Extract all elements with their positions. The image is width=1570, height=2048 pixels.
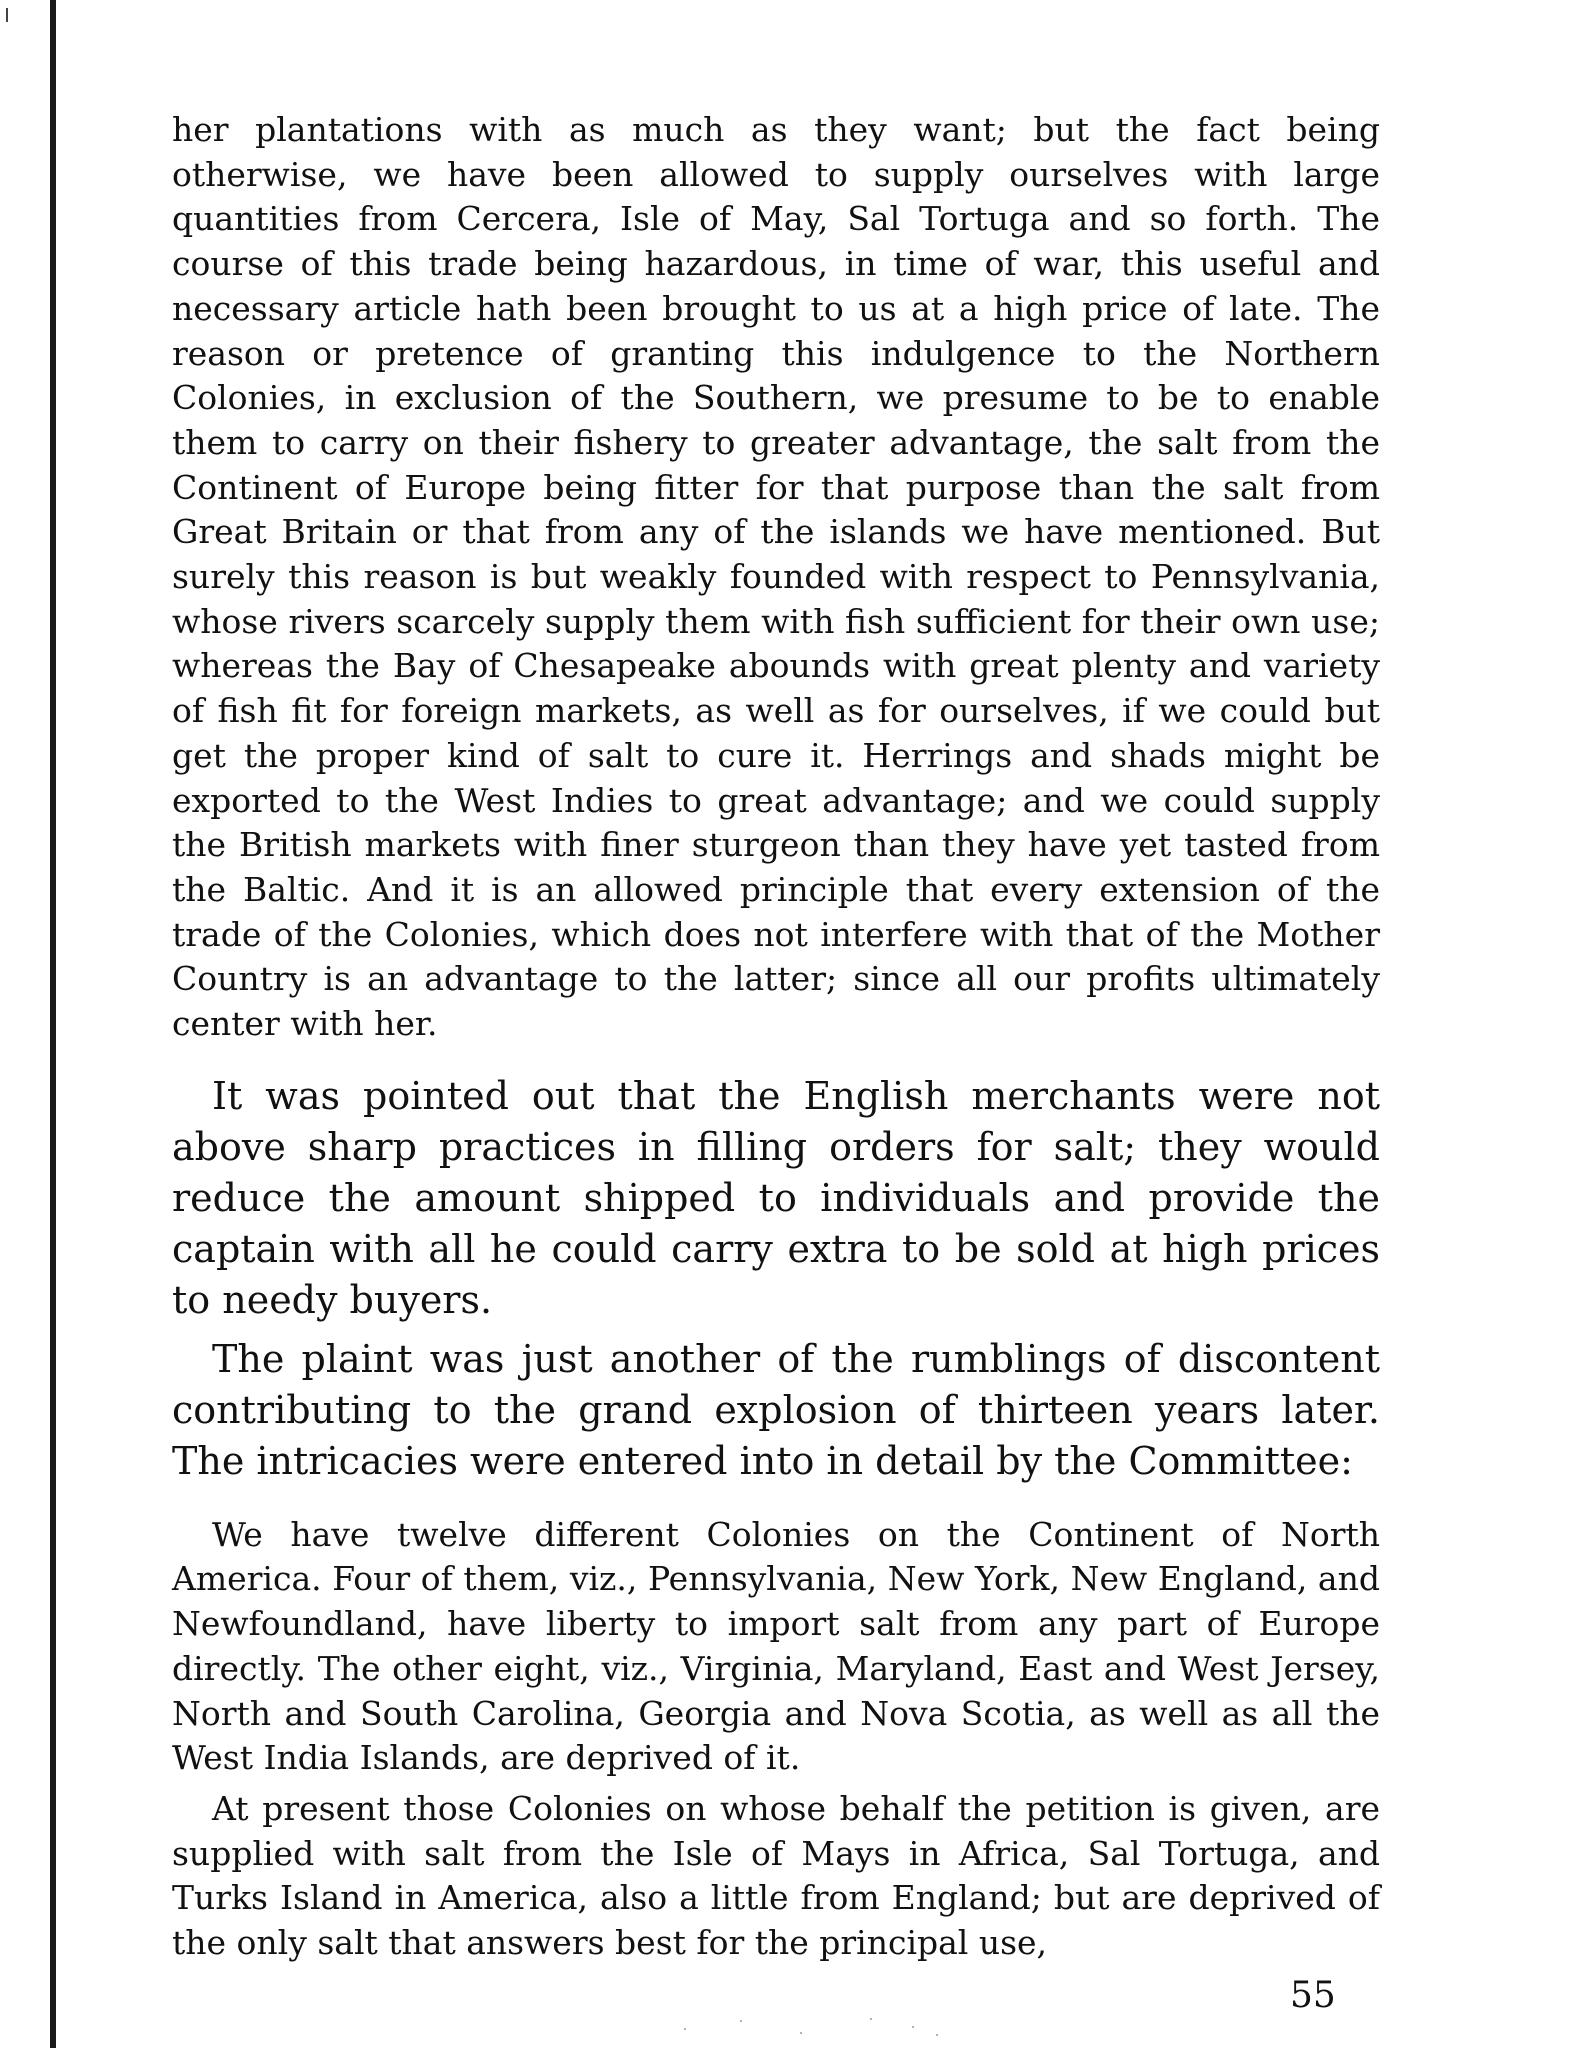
body-paragraph-2: The plaint was just another of the rumblings of discontent contributing to the grand explosion of thirteen years later. The intricacies were entered into in detail by the Committee: [172,1336,1380,1483]
scan-specks [680,2010,980,2040]
body-paragraph-1: It was pointed out that the English merchants were not above sharp practices in filling orders for salt; they would reduce the amount shipped to individuals and provide the captain with all he could carry extra to be sold at high prices to needy buyers. [172,1073,1380,1322]
page-number: 55 [1290,1975,1336,2016]
scan-mark [6,8,8,22]
extract-paragraph-3: At present those Colonies on whose behalf the petition is given, are supplied with salt from the Isle of Mays in Africa, Sal Tortuga, and Turks Island in America, also a little from England; but are deprived of the only salt that answers best for the principal use, [172,1788,1380,1963]
page-body [172,108,1380,1966]
extract-paragraph-2: We have twelve different Colonies on the Continent of North America. Four of them, viz., Pennsylvania, New York, New England, and Newfoundland, have liberty to import salt from any part of Europe directly. The other eight, viz., Virginia, Maryland, East and West Jersey, North and South Carolina, Georgia and Nova Scotia, as well as all the West India Islands, are deprived of it. [172,1514,1380,1778]
extract-paragraph-1: her plantations with as much as they want; but the fact being otherwise, we have been allowed to supply ourselves with large quantities from Cercera, Isle of May, Sal Tortuga and so forth. The course of this trade being hazardous, in time of war, this useful and necessary article hath been brought to us at a high price of late. The reason or pretence of granting this indulgence to the Northern Colonies, in exclusion of the Southern, we presume to be to enable them to carry on their fishery to greater advantage, the salt from the Continent of Europe being fitter for that purpose than the salt from Great Britain or that from any of the islands we have mentioned. But surely this reason is but weakly founded with respect to Pennsylvania, whose rivers scarcely supply them with fish sufficient for their own use; whereas the Bay of Chesapeake abounds with great plenty and variety of fish fit for foreign markets, as well as for ourselves, if we could but get the proper kind of salt to cure it. Herrings and shads might be exported to the West Indies to great advantage; and we could supply the British markets with finer sturgeon than they have yet tasted from the Baltic. And it is an allowed principle that every extension of the trade of the Colonies, which does not interfere with that of the Mother Country is an advantage to the latter; since all our profits ultimately center with her. [172,110,1380,1044]
page-binding-edge [50,0,56,2048]
